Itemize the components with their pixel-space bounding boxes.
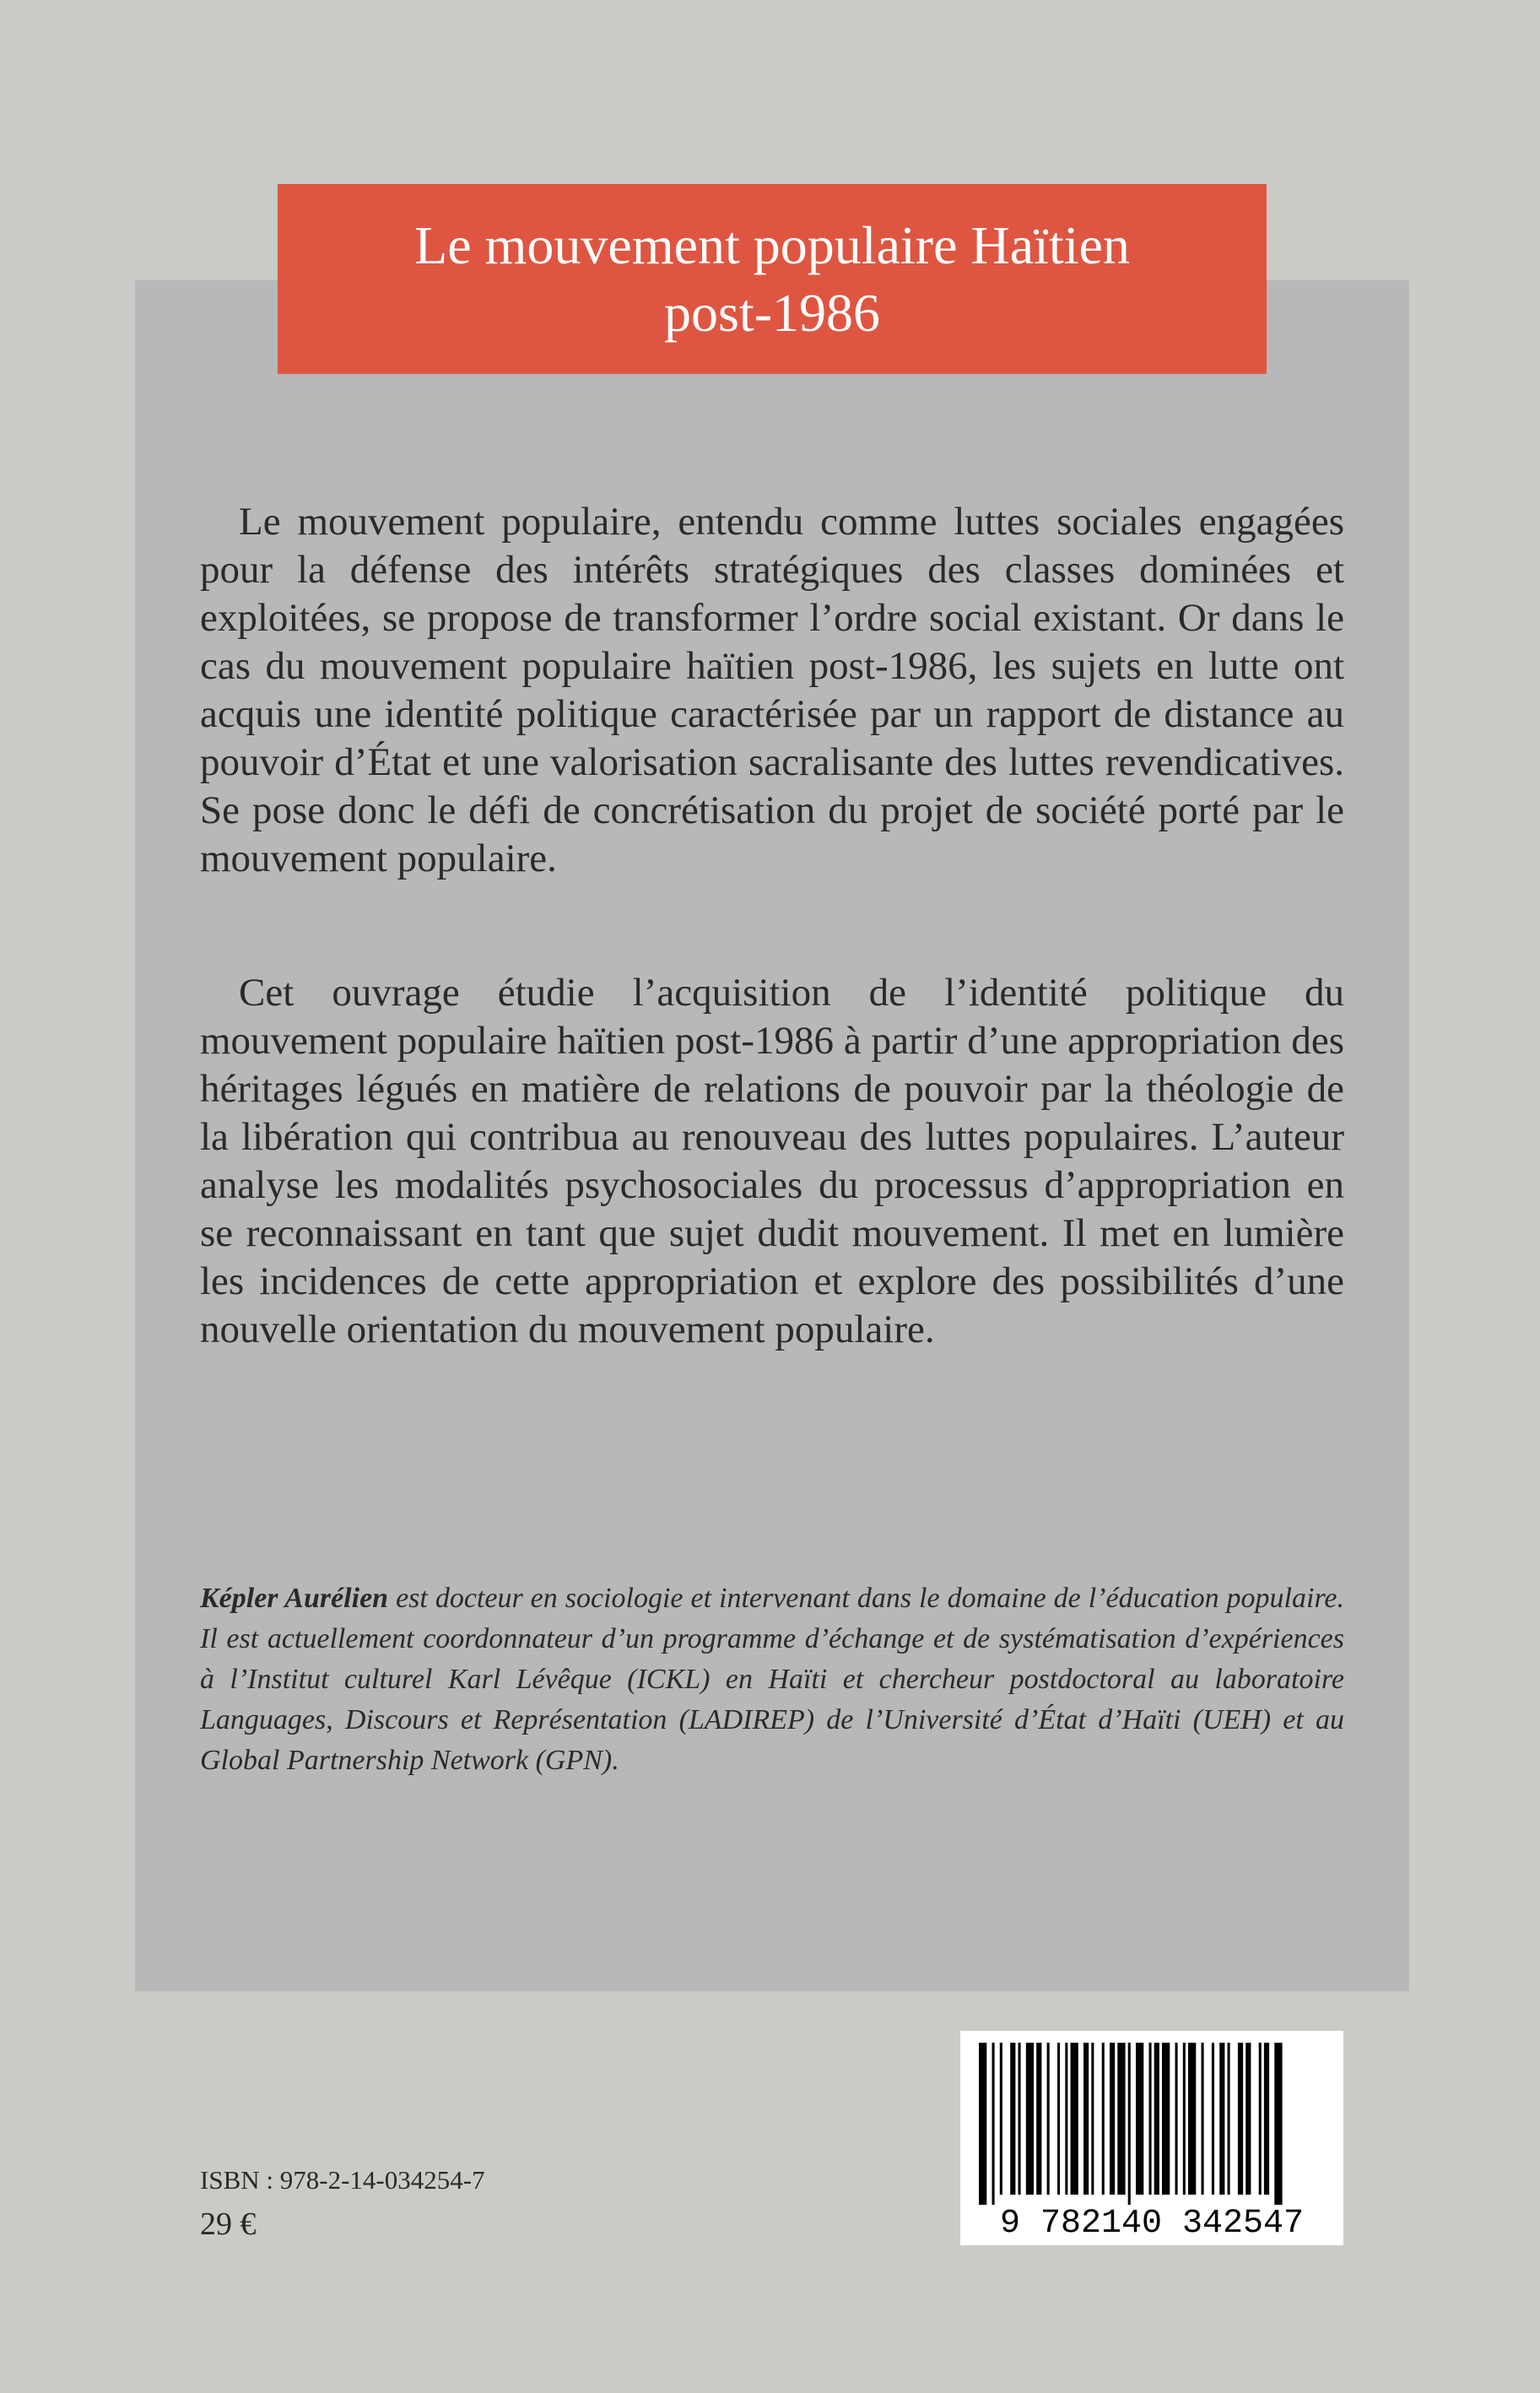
- barcode-bar: [1110, 2043, 1115, 2195]
- barcode-bar: [1188, 2043, 1196, 2195]
- barcode-bar: [1000, 2043, 1002, 2195]
- barcode-bar: [1212, 2043, 1214, 2195]
- barcode-bar: [1149, 2043, 1152, 2195]
- barcode-icon: [960, 2031, 1343, 2245]
- barcode-bar: [979, 2043, 986, 2205]
- barcode-bar: [1071, 2043, 1078, 2195]
- author-name: Képler Aurélien: [200, 1583, 389, 1614]
- barcode-bar: [1219, 2043, 1224, 2195]
- barcode-bar: [1259, 2043, 1262, 2195]
- barcode-bar: [1183, 2043, 1186, 2195]
- isbn-text: ISBN : 978-2-14-034254-7: [200, 2165, 485, 2195]
- barcode-bar: [1117, 2043, 1125, 2195]
- barcode-bar: [1136, 2043, 1143, 2195]
- barcode: [960, 2031, 1343, 2245]
- barcode-bar: [1102, 2043, 1105, 2195]
- barcode-bar: [992, 2043, 995, 2205]
- barcode-bar: [1202, 2043, 1204, 2195]
- barcode-bar: [1128, 2043, 1131, 2205]
- barcode-bar: [1057, 2043, 1060, 2195]
- barcode-bar: [1228, 2043, 1230, 2195]
- barcode-bar: [1047, 2043, 1050, 2195]
- blurb-paragraph-1: Le mouvement populaire, entendu comme luttes sociales engagées pour la défense des intérêts stratégiques des classes dominées et exploitées, se propose de transformer l’ordre social existant. Or dans le cas du mouvement populaire haïtien post-1986, les sujets en lutte ont acquis une identité politique caractérisée par un rapport de distance au pouvoir d’État et une valorisation sacralisante des luttes revendicatives. Se pose donc le défi de concrétisation du projet de société porté par le mouvement populaire.: [200, 500, 1344, 880]
- price-text: 29 €: [200, 2206, 257, 2242]
- book-title-line1: Le mouvement populaire Haïtien: [414, 214, 1130, 275]
- barcode-bar: [1162, 2043, 1170, 2195]
- barcode-bar: [1274, 2043, 1282, 2205]
- barcode-bar: [1264, 2043, 1269, 2195]
- barcode-bar: [1019, 2043, 1021, 2195]
- title-banner: [278, 184, 1267, 374]
- blurb-paragraph-2: Cet ouvrage étudie l’acquisition de l’identité politique du mouvement populaire haïtien post-1986 à partir d’une appropriation des héritages légués en matière de relations de pouvoir par la théologie de la libération qui contribua au renouveau des luttes populaires. L’auteur analyse les modalités psychosociales du processus d’appropriation en se reconnaissant en tant que sujet dudit mouvement. Il met en lumière les incidences de cette appropriation et explore des possibilités d’une nouvelle orientation du mouvement populaire.: [200, 971, 1344, 1351]
- barcode-bar: [1154, 2043, 1159, 2195]
- barcode-bar: [1065, 2043, 1067, 2195]
- barcode-bar: [1083, 2043, 1089, 2195]
- barcode-bar: [1246, 2043, 1251, 2195]
- barcode-bar: [1026, 2043, 1034, 2195]
- author-bio-text: est docteur en sociologie et intervenant dans le domaine de l’éducation populaire. Il est actuellement coordonnateur d’un programme d’échange et de systématisation d’expériences à l’Institut culturel Karl Lévêque (ICKL) en Haïti et chercheur postdoctoral au laboratoire Languages, Discours et Représentation (LADIREP) de l’Université d’État d’Haïti (UEH) et au Global Partnership Network (GPN).: [200, 1583, 1345, 1776]
- book-title-line2: post-1986: [664, 282, 880, 343]
- barcode-bar: [1036, 2043, 1041, 2195]
- barcode-digits: 9 782140 342547: [999, 2205, 1305, 2243]
- barcode-bar: [1091, 2043, 1094, 2195]
- barcode-bar: [1238, 2043, 1243, 2195]
- author-bio: [200, 1578, 1344, 1781]
- barcode-bar: [1010, 2043, 1015, 2195]
- barcode-bar: [1175, 2043, 1178, 2195]
